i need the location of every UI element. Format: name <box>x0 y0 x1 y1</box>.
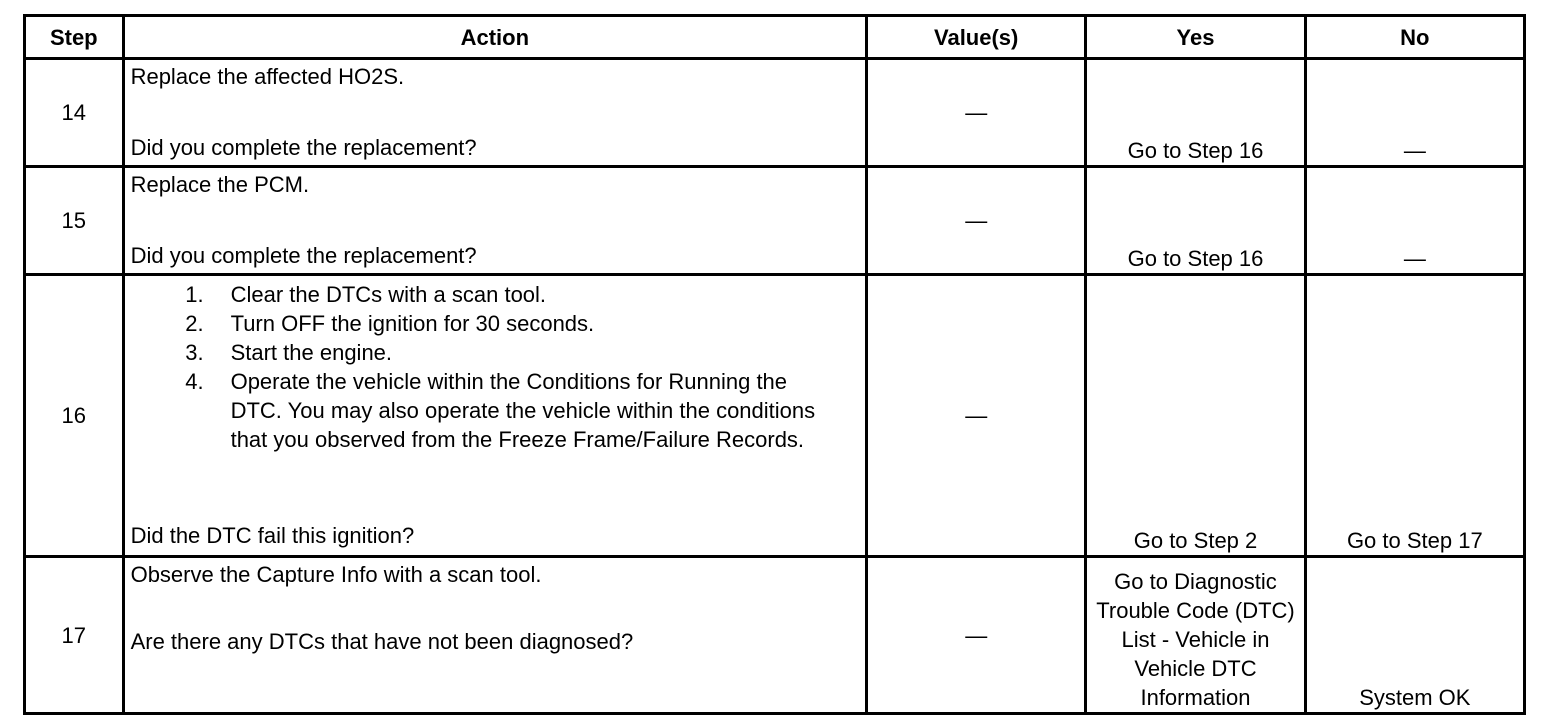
value-cell: — <box>867 557 1086 714</box>
header-row <box>25 16 1525 59</box>
yes-cell: Go to Step 16 <box>1086 59 1305 167</box>
yes-cell: Go to Step 16 <box>1086 167 1305 275</box>
action-cell <box>123 275 866 557</box>
substep-number: 1. <box>185 282 204 308</box>
header-no: No <box>1305 16 1524 59</box>
header-values: Value(s) <box>867 16 1086 59</box>
step-number: 17 <box>25 557 124 714</box>
action-question: Did you complete the replacement? <box>130 135 477 160</box>
value-cell: — <box>867 275 1086 557</box>
substep-text: Clear the DTCs with a scan tool. <box>230 282 547 308</box>
substep-number: 2. <box>185 311 204 337</box>
diagnostic-table <box>23 14 1526 715</box>
list-item <box>131 309 859 338</box>
action-intro: Observe the Capture Info with a scan tool. <box>130 562 542 588</box>
action-cell <box>123 167 866 275</box>
substep-text: Start the engine. <box>230 340 393 366</box>
action-intro: Replace the affected HO2S. <box>130 64 405 89</box>
action-cell <box>123 59 866 167</box>
header-yes: Yes <box>1086 16 1305 59</box>
action-intro: Replace the PCM. <box>130 172 310 198</box>
list-item <box>131 367 859 454</box>
value-cell: — <box>867 59 1086 167</box>
table-row <box>25 167 1525 275</box>
header-action: Action <box>123 16 866 59</box>
no-cell: Go to Step 17 <box>1305 275 1524 557</box>
table-row <box>25 275 1525 557</box>
no-cell: — <box>1305 59 1524 167</box>
no-cell: System OK <box>1305 557 1524 714</box>
substep-number: 4. <box>185 369 204 395</box>
header-step: Step <box>25 16 124 59</box>
list-item <box>131 338 859 367</box>
substep-text: Turn OFF the ignition for 30 seconds. <box>230 311 595 337</box>
yes-cell: Go to Step 2 <box>1086 275 1305 557</box>
substep-list <box>131 280 859 454</box>
no-cell: — <box>1305 167 1524 275</box>
step-number: 14 <box>25 59 124 167</box>
table-row <box>25 59 1525 167</box>
value-cell: — <box>867 167 1086 275</box>
action-question: Did the DTC fail this ignition? <box>130 523 415 549</box>
action-question: Did you complete the replacement? <box>130 243 477 269</box>
step-number: 16 <box>25 275 124 557</box>
table-row <box>25 557 1525 714</box>
yes-cell: Go to Diagnostic Trouble Code (DTC) List - Vehicle in Vehicle DTC Information <box>1086 557 1305 714</box>
list-item <box>131 280 859 309</box>
action-question: Are there any DTCs that have not been diagnosed? <box>130 629 634 655</box>
substep-number: 3. <box>185 340 204 366</box>
step-number: 15 <box>25 167 124 275</box>
substep-text: Operate the vehicle within the Conditions for Running the DTC. You may also operate the vehicle within the conditions that you observed from the Freeze Frame/Failure Records. <box>230 369 816 453</box>
action-cell <box>123 557 866 714</box>
